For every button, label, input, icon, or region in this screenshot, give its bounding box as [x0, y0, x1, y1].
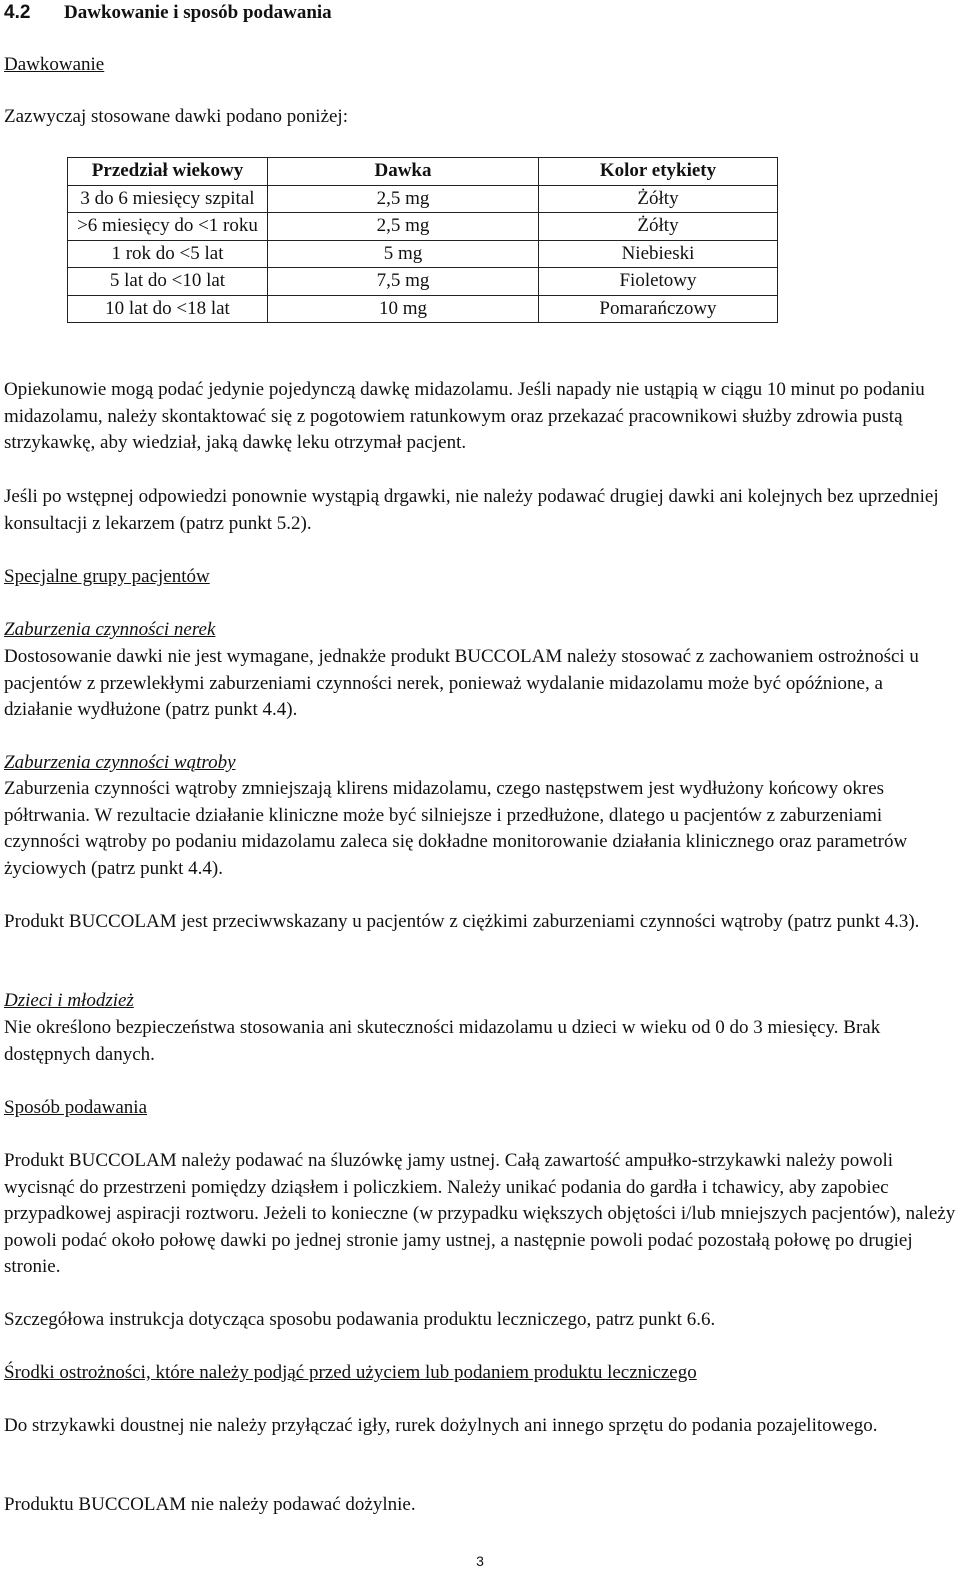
dosing-heading: Dawkowanie [4, 54, 105, 75]
administration-reference-paragraph: Szczegółowa instrukcja dotycząca sposobu podawania produktu leczniczego, patrz punkt 6.6. [4, 1309, 716, 1330]
pediatric-subheading: Dzieci i młodzież [4, 990, 134, 1011]
renal-paragraph: Dostosowanie dawki nie jest wymagane, jednakże produkt BUCCOLAM należy stosować z zachowaniem ostrożności u pacjentów z przewlekłymi zaburzeniami czynności nerek, ponieważ wydalanie midazolamu może być opóźnione, a działanie wydłużone (patrz punkt 4.4). [4, 646, 919, 720]
administration-heading: Sposób podawania [4, 1097, 148, 1118]
table-row [68, 185, 778, 213]
repeat-seizure-paragraph: Jeśli po wstępnej odpowiedzi ponownie wystąpią drgawki, nie należy podawać drugiej dawki ani kolejnych bez uprzedniej konsultacji z lekarzem (patrz punkt 5.2). [4, 486, 939, 534]
hepatic-subheading: Zaburzenia czynności wątroby [4, 752, 236, 773]
age-range-cell: >6 miesięcy do <1 roku [68, 213, 268, 241]
section-title: Dawkowanie i sposób podawania [64, 2, 332, 23]
label-color-cell: Żółty [539, 213, 778, 241]
table-row [68, 268, 778, 296]
page-number: 3 [476, 1553, 484, 1569]
age-range-cell: 1 rok do <5 lat [68, 240, 268, 268]
precautions-heading: Środki ostrożności, które należy podjąć przed użyciem lub podaniem produktu leczniczego [4, 1362, 697, 1383]
section-number: 4.2 [4, 2, 31, 23]
single-dose-paragraph: Opiekunowie mogą podać jedynie pojedynczą dawkę midazolamu. Jeśli napady nie ustąpią w ciągu 10 minut po podaniu midazolamu, należy skontaktować się z pogotowiem ratunkowym oraz przekazać pracownikowi służby zdrowia pustą strzykawkę, aby wiedział, jaką dawkę leku otrzymał pacjent. [4, 379, 925, 453]
label-color-cell: Pomarańczowy [539, 295, 778, 323]
header-dose: Dawka [268, 158, 539, 186]
dosing-intro: Zazwyczaj stosowane dawki podano poniżej: [4, 106, 348, 127]
dose-cell: 5 mg [268, 240, 539, 268]
table-header-row [68, 158, 778, 186]
renal-subheading: Zaburzenia czynności nerek [4, 619, 216, 640]
label-color-cell: Fioletowy [539, 268, 778, 296]
administration-paragraph: Produkt BUCCOLAM należy podawać na śluzówkę jamy ustnej. Całą zawartość ampułko-strzykawki należy powoli wycisnąć do przestrzeni pomiędzy dziąsłem i policzkiem. Należy unikać podania do gardła i tchawicy, aby zapobiec przypadkowej aspiracji roztworu. Jeżeli to konieczne (w przypadku większych objętości i/lub mniejszych pacjentów), należy powoli podać około połowę dawki po jednej stronie jamy ustnej, a następnie powoli podać pozostałą połowę po drugiej stronie. [4, 1150, 956, 1277]
header-age-range: Przedział wiekowy [68, 158, 268, 186]
label-color-cell: Niebieski [539, 240, 778, 268]
section-heading [4, 0, 332, 26]
precautions-iv-paragraph: Produktu BUCCOLAM nie należy podawać dożylnie. [4, 1494, 416, 1515]
age-range-cell: 10 lat do <18 lat [68, 295, 268, 323]
age-range-cell: 5 lat do <10 lat [68, 268, 268, 296]
table-row [68, 295, 778, 323]
dose-cell: 2,5 mg [268, 213, 539, 241]
table-row [68, 240, 778, 268]
age-range-cell: 3 do 6 miesięcy szpital [68, 185, 268, 213]
precautions-paragraph: Do strzykawki doustnej nie należy przyłączać igły, rurek dożylnych ani innego sprzętu do podania pozajelitowego. [4, 1415, 878, 1436]
label-color-cell: Żółty [539, 185, 778, 213]
hepatic-paragraph: Zaburzenia czynności wątroby zmniejszają klirens midazolamu, czego następstwem jest wydłużony końcowy okres półtrwania. W rezultacie działanie kliniczne może być silniejsze i przedłużone, dlatego u pacjentów z zaburzeniami czynności wątroby po podaniu midazolamu zaleca się dokładne monitorowanie działania klinicznego oraz parametrów życiowych (patrz punkt 4.4). [4, 778, 908, 879]
pediatric-paragraph: Nie określono bezpieczeństwa stosowania ani skuteczności midazolamu u dzieci w wieku od 0 do 3 miesięcy. Brak dostępnych danych. [4, 1017, 881, 1065]
table-row [68, 213, 778, 241]
header-label-color: Kolor etykiety [539, 158, 778, 186]
special-groups-heading: Specjalne grupy pacjentów [4, 566, 210, 587]
dose-cell: 7,5 mg [268, 268, 539, 296]
dose-table [67, 157, 778, 323]
dose-cell: 10 mg [268, 295, 539, 323]
dose-cell: 2,5 mg [268, 185, 539, 213]
hepatic-contraindication-paragraph: Produkt BUCCOLAM jest przeciwwskazany u pacjentów z ciężkimi zaburzeniami czynności wątroby (patrz punkt 4.3). [4, 911, 920, 932]
